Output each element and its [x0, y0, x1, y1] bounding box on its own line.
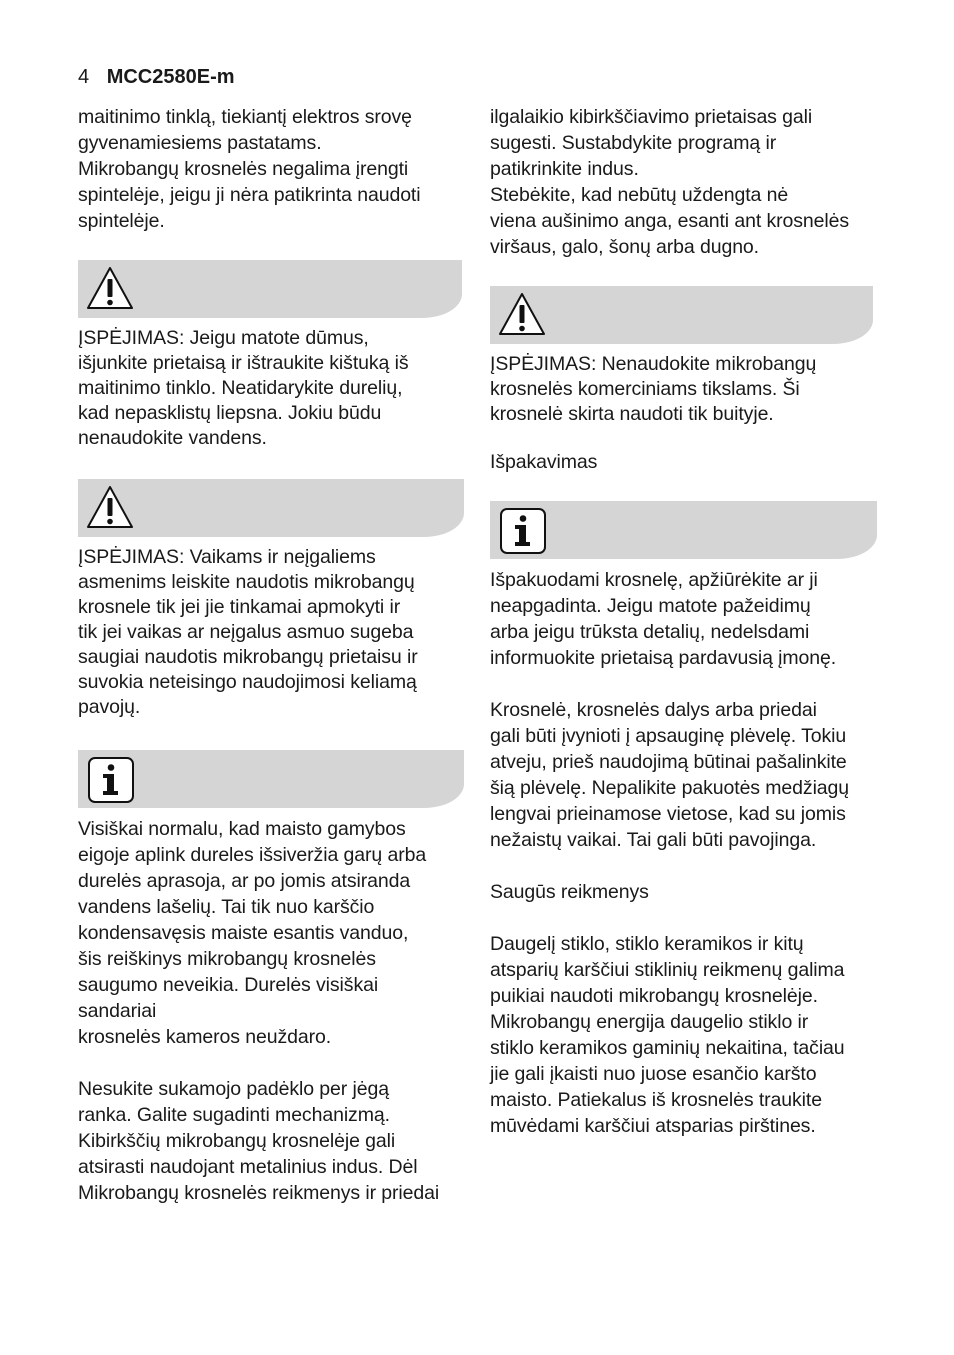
left-column [78, 104, 488, 1206]
warning-triangle-icon [84, 264, 136, 314]
warning-text-commercial: ĮSPĖJIMAS: Nenaudokite mikrobangų krosnelės komerciniams tikslams. Ši krosnelė skirta naudoti tik buityje. [490, 353, 817, 425]
warning-text-children: ĮSPĖJIMAS: Vaikams ir neįgaliems asmenims leiskite naudotis mikrobangų krosnele tik jei jie tinkamai apmokyti ir tik jei vaikas ar neįgalus asmuo sugeba saugiai naudotis mikrobangų prietaisu ir suvokia neteisingo naudojimosi keliamą pavojų. [78, 546, 418, 718]
info-box [490, 501, 877, 559]
info-icon [496, 505, 548, 555]
warning-box [78, 479, 464, 537]
page-header [78, 64, 235, 90]
right-paragraph-1: ilgalaikio kibirkščiavimo prietaisas gali sugesti. Sustabdykite programą ir patikrinkite indus. Stebėkite, kad nebūtų uždengta nė viena aušinimo anga, esanti ant krosnelės viršaus, galo, šonų arba dugno. [490, 106, 850, 258]
warning-text-smoke: ĮSPĖJIMAS: Jeigu matote dūmus, išjunkite prietaisą ir ištraukite kištuką iš maitinimo tinklo. Neatidarykite durelių, kad nepasklistų liepsna. Jokiu būdu nenaudokite vandens. [78, 327, 409, 449]
warning-box [490, 286, 873, 344]
info-icon [84, 754, 136, 804]
right-paragraph-3: Daugelį stiklo, stiklo keramikos ir kitų atsparių karščiui stiklinių reikmenų galima puikiai naudoti mikrobangų krosnelėje. Mikrobangų energija daugelio stiklo ir stiklo keramikos gaminių nekaitina, tačiau jie gali įkaisti nuo juose esančio karšto maisto. Patiekalus iš krosnelės traukite mūvėdami karščiui atsparias pirštines. [490, 933, 845, 1137]
warning-triangle-icon [84, 483, 136, 533]
section-heading-unpacking: Išpakavimas [490, 451, 598, 473]
right-paragraph-2: Krosnelė, krosnelės dalys arba priedai gali būti įvynioti į apsauginę plėvelę. Tokiu atveju, prieš naudojimą būtinai pašalinkite šią plėvelę. Nepalikite pakuotės medžiagų lengvai prieinamose vietose, kad su jomis nežaistų vaikai. Tai gali būti pavojinga. [490, 699, 850, 851]
section-heading-safe-utensils: Saugūs reikmenys [490, 881, 649, 903]
warning-box [78, 260, 462, 318]
right-column [490, 104, 890, 1139]
page-number: 4 [78, 66, 90, 88]
left-paragraph-1: maitinimo tinklą, tiekiantį elektros srovę gyvenamiesiems pastatams. [78, 106, 412, 154]
warning-triangle-icon [496, 290, 548, 340]
left-paragraph-3: Nesukite sukamojo padėklo per jėgą ranka. Galite sugadinti mechanizmą. Kibirkščių mikrobangų krosnelėje gali atsirasti naudojant metalinius indus. Dėl Mikrobangų krosnelės reikmenys ir priedai [78, 1078, 440, 1204]
left-paragraph-2: Mikrobangų krosnelės negalima įrengti spintelėje, jeigu ji nėra patikrinta naudoti spintelėje. [78, 158, 421, 232]
info-box [78, 750, 464, 808]
info-text-steam: Visiškai normalu, kad maisto gamybos eigoje aplink dureles išsiveržia garų arba durelės aprasoja, ar po jomis atsiranda vandens lašelių. Tai tik nuo karščio kondensavęsis maiste esantis vanduo, šis reiškinys mikrobangų krosnelės saugumo neveikia. Durelės visiškai sandariai krosnelės kameros neuždaro. [78, 818, 427, 1048]
model-name: MCC2580E-m [106, 66, 235, 88]
info-text-unpacking: Išpakuodami krosnelę, apžiūrėkite ar ji neapgadinta. Jeigu matote pažeidimų arba jeigu trūksta detalių, nedelsdami informuokite prietaisą pardavusią įmonę. [490, 569, 837, 669]
